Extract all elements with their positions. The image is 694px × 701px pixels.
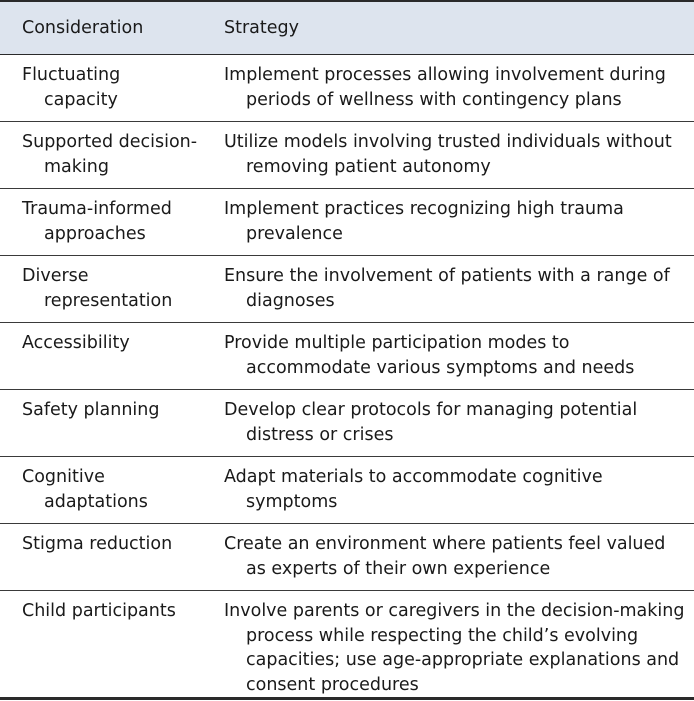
strategy-cell xyxy=(202,55,694,122)
strategy-text: Ensure the involvement of patients with a range of diagnoses xyxy=(224,266,670,311)
consideration-cell xyxy=(0,256,202,323)
strategy-text: Utilize models involving trusted individuals without removing patient autonomy xyxy=(224,132,672,177)
consideration-text: Stigma reduction xyxy=(22,534,173,554)
table-row xyxy=(0,189,694,256)
strategy-cell xyxy=(202,256,694,323)
strategy-cell xyxy=(202,457,694,524)
header-row xyxy=(0,1,694,55)
table-row xyxy=(0,390,694,457)
consideration-text: Trauma-informed approaches xyxy=(22,199,172,244)
table-row xyxy=(0,256,694,323)
consideration-cell xyxy=(0,55,202,122)
strategy-text: Involve parents or caregivers in the decision-making process while respecting the child’s evolving capacities; use age-appropriate explanations and consent procedures xyxy=(224,601,685,695)
header-strategy: Strategy xyxy=(202,1,694,55)
consideration-cell xyxy=(0,122,202,189)
consideration-cell xyxy=(0,524,202,591)
consideration-cell xyxy=(0,189,202,256)
strategy-text: Adapt materials to accommodate cognitive symptoms xyxy=(224,467,603,512)
table-row xyxy=(0,591,694,699)
strategy-text: Create an environment where patients feel valued as experts of their own experience xyxy=(224,534,666,579)
strategy-text: Provide multiple participation modes to accommodate various symptoms and needs xyxy=(224,333,635,378)
strategy-text: Implement practices recognizing high trauma prevalence xyxy=(224,199,624,244)
strategy-cell xyxy=(202,189,694,256)
consideration-text: Child participants xyxy=(22,601,176,621)
consideration-text: Fluctuating capacity xyxy=(22,65,121,110)
consideration-text: Supported decision-making xyxy=(22,132,198,177)
consideration-cell xyxy=(0,390,202,457)
strategy-text: Implement processes allowing involvement during periods of wellness with contingency plans xyxy=(224,65,666,110)
strategy-cell xyxy=(202,122,694,189)
table-row xyxy=(0,457,694,524)
table-row xyxy=(0,524,694,591)
strategy-cell xyxy=(202,390,694,457)
consideration-text: Accessibility xyxy=(22,333,130,353)
table-row xyxy=(0,122,694,189)
table-body xyxy=(0,55,694,699)
consideration-cell xyxy=(0,457,202,524)
consideration-text: Diverse representation xyxy=(22,266,173,311)
consideration-text: Cognitive adaptations xyxy=(22,467,148,512)
strategy-cell xyxy=(202,591,694,699)
table-header xyxy=(0,1,694,55)
consideration-text: Safety planning xyxy=(22,400,160,420)
strategy-cell xyxy=(202,323,694,390)
strategy-text: Develop clear protocols for managing potential distress or crises xyxy=(224,400,638,445)
strategy-cell xyxy=(202,524,694,591)
consideration-cell xyxy=(0,323,202,390)
table-row xyxy=(0,55,694,122)
table-row xyxy=(0,323,694,390)
consideration-cell xyxy=(0,591,202,699)
header-consideration: Consideration xyxy=(0,1,202,55)
